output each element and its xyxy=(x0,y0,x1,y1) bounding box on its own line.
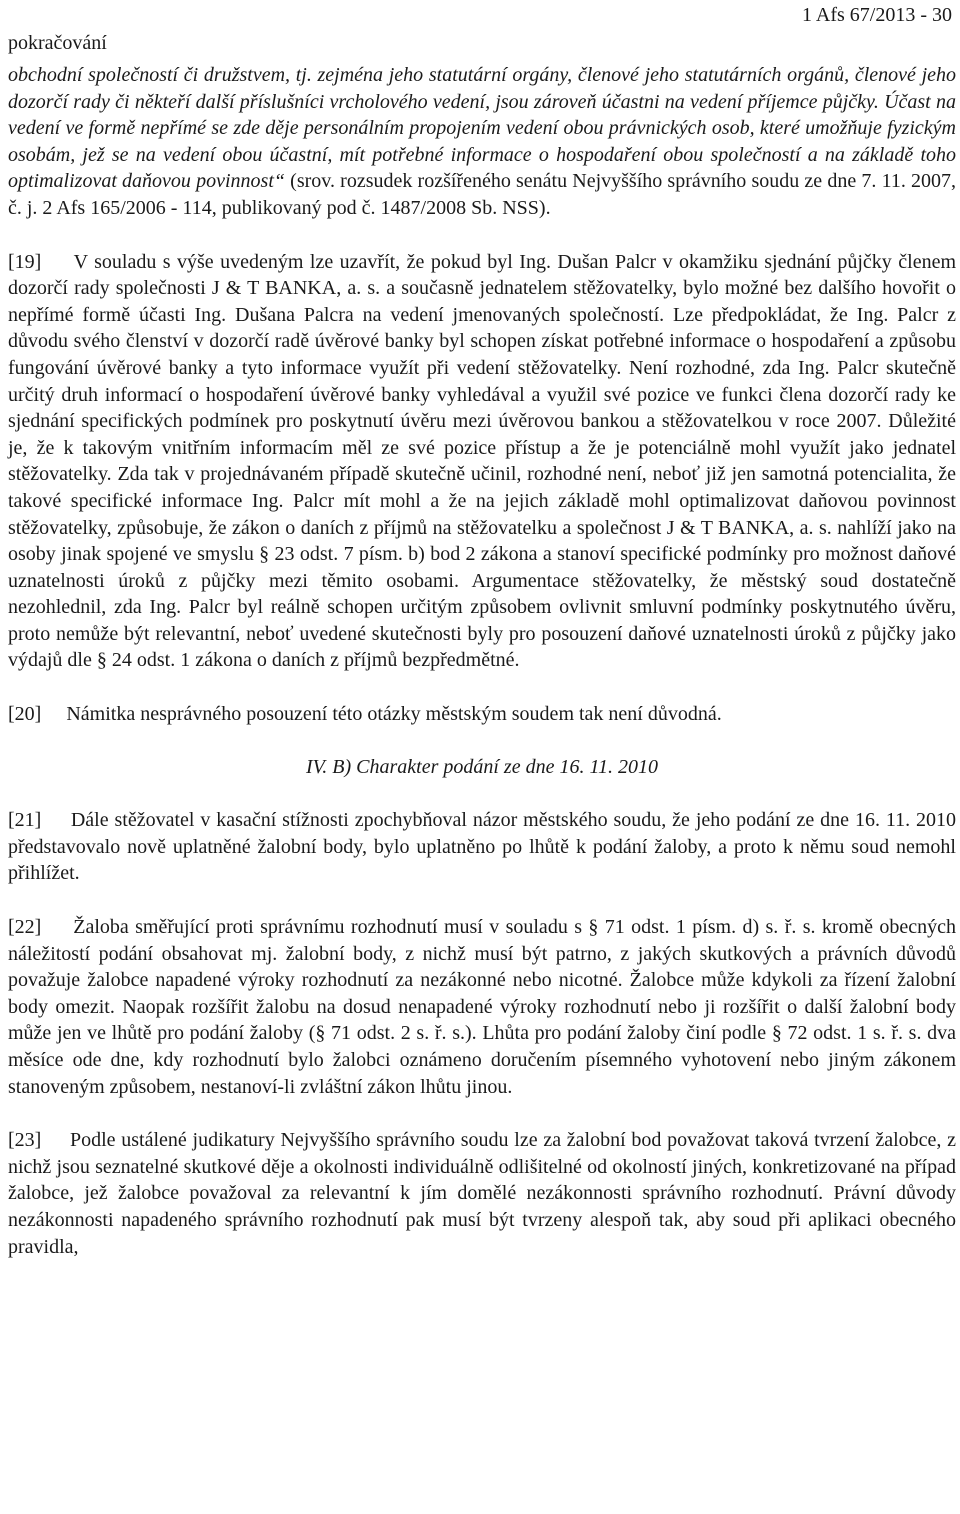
paragraph-text: Podle ustálené judikatury Nejvyššího správního soudu lze za žalobní bod považovat taková tvrzení žalobce, z nichž jsou seznatelné skutkové děje a okolnosti individuálně odlišitelné od okolností jiných, konkretizované na případ žalobce, jež žalobce považoval za relevantní k jím domělé nezákonnosti správního rozhodnutí. Právní důvody nezákonnosti napadeného správního rozhodnutí pak musí být tvrzeny alespoň tak, aby soud při aplikaci obecného pravidla, xyxy=(8,1129,956,1258)
paragraph-19 xyxy=(8,249,956,675)
paragraph-21 xyxy=(8,807,956,887)
file-reference: 1 Afs 67/2013 - 30 xyxy=(802,4,952,26)
document-page xyxy=(8,0,956,1260)
section-heading: IV. B) Charakter podání ze dne 16. 11. 2010 xyxy=(305,755,658,778)
intro-paragraph xyxy=(8,62,956,222)
paragraph-number: [21] xyxy=(8,809,42,832)
paragraph-text: Námitka nesprávného posouzení této otázky městským soudem tak není důvodná. xyxy=(66,703,722,726)
paragraph-number: [22] xyxy=(8,916,42,939)
paragraph-text: Dále stěžovatel v kasační stížnosti zpochybňoval názor městského soudu, že jeho podání ze dne 16. 11. 2010 představovalo nově uplatněné žalobní body, bylo uplatněno po lhůtě k podání žaloby, a proto k němu soud nemohl přihlížet. xyxy=(8,809,957,885)
paragraph-22 xyxy=(8,914,956,1100)
paragraph-number: [23] xyxy=(8,1129,42,1152)
paragraph-number: [19] xyxy=(8,250,42,273)
intro-citation: (srov. rozsudek rozšířeného senátu Nejvyššího správního soudu ze dne 7. 11. 2007, č. j. 2 Afs 165/2006 - 114, publikovaný pod č. 1487/2008 Sb. NSS). xyxy=(8,170,957,219)
paragraph-23 xyxy=(8,1127,956,1260)
continued-label: pokračování xyxy=(8,32,107,54)
paragraph-20 xyxy=(8,701,956,728)
paragraph-text: V souladu s výše uvedeným lze uzavřít, že pokud byl Ing. Dušan Palcr v okamžiku sjednání půjčky členem dozorčí rady společnosti J & T BANKA, a. s. a současně jednatelem stěžovatelky, bylo možné bez dalšího hovořit o nepřímé formě účasti Ing. Dušana Palcra na vedení jmenovaných společností. Lze předpokládat, že Ing. Palcr z důvodu svého členství v dozorčí radě úvěrové banky byl schopen získat potřebné informace o hospodaření a způsobu fungování úvěrové banky a tyto informace využít při vedení stěžovatelky. Není rozhodné, zda Ing. Palcr skutečně určitý druh informací o hospodaření úvěrové banky vyhledával a využil své pozice ve funkci člena dozorčí rady ke sjednání specifických podmínek pro poskytnutí úvěru mezi úvěrovou bankou a stěžovatelkou v roce 2007. Důležité je, že k takovým vnitřním informacím měl ze své pozice přístup a že je potenciálně mohl využít jako jednatel stěžovatelky. Zda tak v projednávaném případě skutečně učinil, rozhodné není, neboť již jen samotná potencialita, že takové specifické informace Ing. Palcr mít mohl a že na jejich základě mohl optimalizovat daňovou povinnost stěžovatelky, způsobuje, že zákon o daních z příjmů na stěžovatelku a společnost J & T BANKA, a. s. nahlíží jako na osoby jinak spojené ve smyslu § 23 odst. 7 písm. b) bod 2 zákona a stanoví specifické podmínky pro možnost daňové uznatelnosti úroků z půjčky mezi těmito osobami. Argumentace stěžovatelky, že městský soud dostatečně nezohlednil, zda Ing. Palcr byl reálně schopen určitým způsobem ovlivnit smluvní podmínky poskytnutého úvěru, proto nemůže být relevantní, neboť uvedené skutečnosti byly pro posouzení daňové uznatelnosti úroků z půjčky jako výdajů dle § 24 odst. 1 zákona o daních z příjmů bezpředmětné. xyxy=(8,250,957,672)
paragraph-number: [20] xyxy=(8,703,42,726)
paragraph-text: Žaloba směřující proti správnímu rozhodnutí musí v souladu s § 71 odst. 1 písm. d) s. ř. s. kromě obecných náležitostí podání obsahovat mj. žalobní body, z nichž musí být patrno, z jakých skutkových a právních důvodů považuje žalobce napadené výroky rozhodnutí za nezákonné nebo nicotné. Žalobce může kdykoli za řízení žalobní body omezit. Naopak rozšířit žalobu na dosud nenapadené výroky rozhodnutí nebo ji rozšířit o další žalobní body může jen ve lhůtě pro podání žaloby (§ 71 odst. 2 s. ř. s.). Lhůta pro podání žaloby činí podle § 72 odst. 1 s. ř. s. dva měsíce ode dne, kdy rozhodnutí bylo žalobci oznámeno doručením písemného vyhotovení nebo jiným zákonem stanoveným způsobem, nestanoví-li zvláštní zákon lhůtu jinou. xyxy=(8,916,956,1098)
intro-quote: obchodní společností či družstvem, tj. zejména jeho statutární orgány, členové jeho statutárních orgánů, členové jeho dozorčí rady či někteří další příslušníci vrcholového vedení, jsou zároveň účastni na vedení příjemce půjčky. Účast na vedení ve formě nepřímé se zde děje personálním propojením vedení obou právnických osob, které umožňuje fyzickým osobám, jež se na vedení obou účastní, mít potřebné informace o hospodaření obou společností a na základě toho optimalizovat daňovou povinnost“ xyxy=(8,64,956,193)
page-header xyxy=(8,0,956,62)
